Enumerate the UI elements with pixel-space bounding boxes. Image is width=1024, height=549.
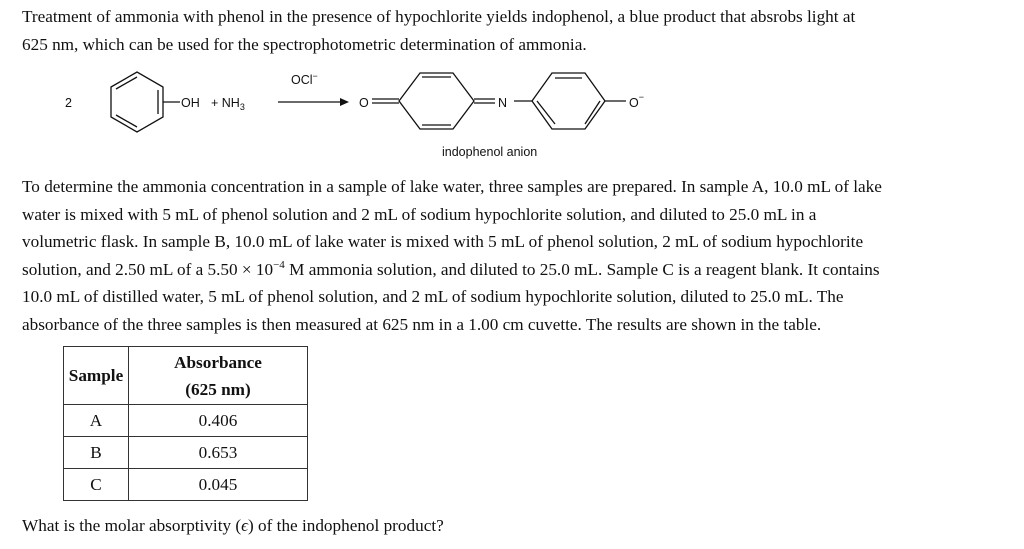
procedure-line: To determine the ammonia concentration in a sample of lake water, three samples are prepared. In sample A, 10.0 mL of lake — [22, 177, 882, 196]
header-sample: Sample — [64, 347, 129, 405]
imine-nitrogen-label: N — [498, 96, 508, 110]
stoichiometric-coefficient: 2 — [65, 96, 72, 110]
header-absorbance: Absorbance (625 nm) — [129, 347, 308, 405]
table-row — [64, 469, 308, 501]
procedure-paragraph — [22, 173, 1007, 338]
absorbance-cell: 0.045 — [129, 469, 308, 501]
sample-cell: C — [64, 469, 129, 501]
phenol-oh-label: OH — [181, 96, 200, 110]
absorbance-cell: 0.653 — [129, 437, 308, 469]
table-row — [64, 405, 308, 437]
quinone-oxygen-label: O — [359, 96, 369, 110]
phenol-ring-icon — [111, 72, 163, 132]
question-text: What is the molar absorptivity (ϵ) of the indophenol product? — [22, 516, 444, 535]
epsilon-symbol: ϵ — [241, 516, 249, 535]
intro-paragraph — [22, 3, 1007, 58]
sample-cell: A — [64, 405, 129, 437]
phenoxide-ring-icon — [514, 73, 626, 129]
procedure-line: absorbance of the three samples is then measured at 625 nm in a 1.00 cm cuvette. The results are shown in the table. — [22, 314, 822, 334]
ammonia-label: + $NH_3$ — [211, 96, 245, 112]
procedure-line: volumetric flask. In sample B, 10.0 mL of lake water is mixed with 5 mL of phenol solution, 2 mL of sodium hypochlorite — [22, 232, 864, 251]
procedure-line: solution, and 2.50 mL of a $5.50 \times 10^{-4}$ M ammonia solution, and diluted to 25.0 mL. Sample C is a reagent blank. It contains — [22, 258, 880, 279]
absorbance-cell: 0.406 — [129, 405, 308, 437]
table-header-row — [64, 347, 308, 405]
procedure-line: water is mixed with 5 mL of phenol solution and 2 mL of sodium hypochlorite solution, and diluted to 25.0 mL in a — [22, 204, 817, 224]
procedure-line: 10.0 mL of distilled water, 5 mL of phenol solution, and 2 mL of sodium hypochlorite solution, diluted to 25.0 mL. The — [22, 287, 844, 306]
absorbance-table — [63, 346, 308, 501]
intro-line: Treatment of ammonia with phenol in the presence of hypochlorite yields indophenol, a blue product that absrobs light at — [22, 7, 856, 26]
intro-line: 625 nm, which can be used for the spectrophotometric determination of ammonia. — [22, 34, 587, 54]
exponent: −4 — [273, 258, 285, 271]
reaction-scheme — [40, 62, 680, 167]
table-row — [64, 437, 308, 469]
quinone-ring-icon — [372, 73, 495, 129]
sample-cell: B — [64, 437, 129, 469]
hypochlorite-label: OCl− — [291, 71, 318, 87]
phenoxide-oxygen-label: O− — [629, 92, 644, 110]
product-name-label: indophenol anion — [442, 145, 538, 159]
